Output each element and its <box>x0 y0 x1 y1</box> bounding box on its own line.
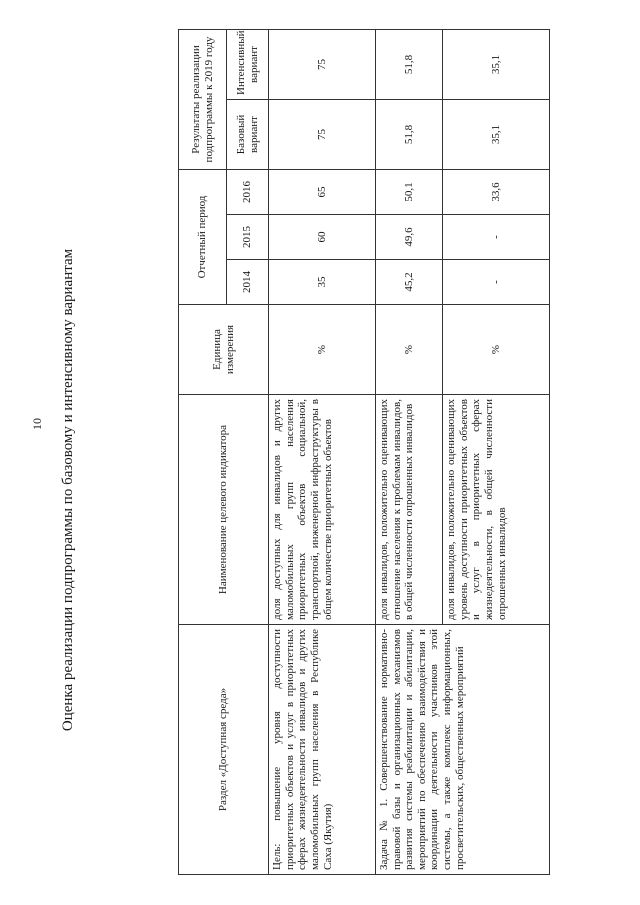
row-base: 75 <box>269 100 376 170</box>
row-indicator: доля инвалидов, положительно оценивающих отношение населения к проблемам инвалидов, в общей численности опрошенных инвалидов <box>375 395 442 625</box>
row-base: 35,1 <box>443 100 550 170</box>
row-unit: % <box>269 305 376 395</box>
header-indicator: Наименование целевого индикатора <box>179 395 269 625</box>
row-intensive: 75 <box>269 29 376 99</box>
header-intensive: Интенсивный вариант <box>227 29 269 99</box>
header-year-2015: 2015 <box>227 215 269 260</box>
row-section: Задача № 1. Совершенствование нормативно-правовой базы и организационных механизмов развития системы реабилитации и абилитации, мероприятий по обеспечению взаимодействия и координации деятельности участников этой системы, а также комплекс информационных, просветительских, общественных мероприятий <box>375 625 549 875</box>
row-intensive: 51,8 <box>375 29 442 99</box>
row-intensive: 35,1 <box>443 29 550 99</box>
row-base: 51,8 <box>375 100 442 170</box>
row-2015: - <box>443 215 550 260</box>
indicator-table-container <box>178 30 550 875</box>
row-2015: 60 <box>269 215 376 260</box>
table-row <box>375 29 442 874</box>
row-indicator: доля доступных для инвалидов и других маломобильных групп населения приоритетных объектов социальной, транспортной, инженерной инфраструктуры в общем количестве приоритетных объектов <box>269 395 376 625</box>
header-results: Результаты реализации подпрограммы к 2019 году <box>179 29 227 169</box>
row-unit: % <box>443 305 550 395</box>
row-2014: - <box>443 260 550 305</box>
row-2014: 35 <box>269 260 376 305</box>
row-2016: 50,1 <box>375 170 442 215</box>
row-section: Цель: повышение уровня доступности приоритетных объектов и услуг в приоритетных сферах жизнедеятельности инвалидов и других маломобильных групп населения в Республике Саха (Якутия) <box>269 625 376 875</box>
page-title: Оценка реализации подпрограммы по базовому и интенсивному вариантам <box>60 248 76 732</box>
header-year-2014: 2014 <box>227 260 269 305</box>
row-unit: % <box>375 305 442 395</box>
row-2014: 45,2 <box>375 260 442 305</box>
row-2015: 49,6 <box>375 215 442 260</box>
header-section: Раздел «Доступная среда» <box>179 625 269 875</box>
header-reporting-period: Отчетный период <box>179 170 227 305</box>
header-year-2016: 2016 <box>227 170 269 215</box>
table-row <box>269 29 376 874</box>
header-base: Базовый вариант <box>227 100 269 170</box>
page-number: 10 <box>30 418 44 430</box>
header-unit: Единица измерения <box>179 305 269 395</box>
indicator-table <box>178 29 550 875</box>
row-2016: 65 <box>269 170 376 215</box>
row-2016: 33,6 <box>443 170 550 215</box>
row-indicator: доля инвалидов, положительно оценивающих уровень доступности приоритетных объектов и услуг в приоритетных сферах жизнедеятельности, в общей численности опрошенных инвалидов <box>443 395 550 625</box>
